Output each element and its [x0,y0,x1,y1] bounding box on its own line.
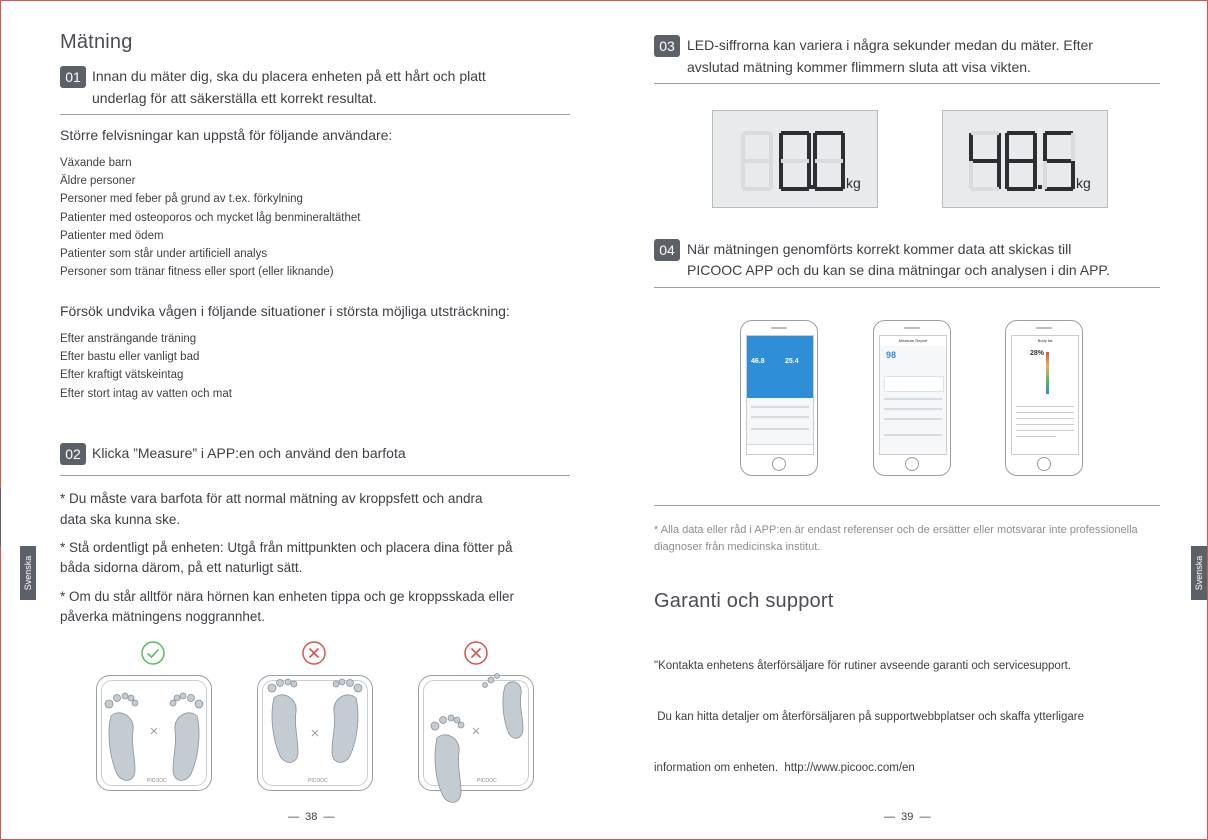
warranty-title: Garanti och support [654,590,834,612]
list-item: Äldre personer [60,175,136,188]
lcd-digits-zero [713,111,877,207]
bodyfat-value: 25.4 [785,358,799,365]
list-item: Patienter med osteoporos och mycket låg benmineraltäthet [60,211,361,224]
language-tab-label: Svenska [23,555,33,591]
language-tab-label: Svenska [1194,555,1204,591]
lcd-unit: kg [846,175,861,191]
errors-list [60,154,360,281]
errors-heading: Större felvisningar kan uppstå för följande användare: [60,127,393,143]
step-04-line2: PICOOC APP och du kan se dina mätningar och analysen i din APP. [687,262,1110,278]
step-01-line1: Innan du mäter dig, ska du placera enheten på ett hårt och platt [92,68,486,84]
lcd-unit: kg [1076,175,1091,191]
bodyfat-percent: 28% [1030,350,1045,357]
phone-app-report [873,320,951,476]
scale-brand-label: PICOOC [308,778,328,784]
lcd-value [713,111,714,112]
weight-value: 46.8 [751,358,765,365]
language-tab-left [20,546,36,600]
page-number: — 38 — [288,811,335,823]
step-badge-01: 01 [60,66,86,88]
warranty-line2: Du kan hitta detaljer om återförsäljaren på supportwebbplatser och skaffa ytterligare [654,711,1084,723]
scale-brand-label: PICOOC [477,778,497,784]
note-1-line1: * Du måste vara barfota för att normal mätning av kroppsfett och andra [60,491,483,506]
lcd-value [943,111,945,112]
warranty-text [654,624,1084,794]
warranty-line3: information om enheten. http://www.picooc.com/en [654,762,915,774]
divider [654,83,1160,84]
list-item: Personer som tränar fitness eller sport (eller liknande) [60,266,334,279]
page-number-value: 39 [901,811,914,823]
step-badge-03: 03 [654,35,680,57]
note-1-line2: data ska kunna ske. [60,512,181,527]
divider [60,114,570,115]
cross-circle-icon [301,640,327,666]
list-item: Efter ansträngande träning [60,333,197,345]
lcd-display-zero [712,110,878,208]
avoid-list [60,330,232,403]
phone-app-bodyfat [1005,320,1083,476]
feet-icon [258,676,372,790]
list-item: Patienter med ödem [60,229,164,242]
page-number-value: 38 [305,811,318,823]
page-title: Mätning [60,31,133,53]
edge-mark [0,488,1,546]
note-2-line2: båda sidorna därom, på ett naturligt sätt. [60,560,303,575]
phone-app-home [740,320,818,476]
scale-wrong-placement-corner [418,675,534,791]
step-01-line2: underlag för att säkerställa ett korrekt resultat. [92,90,377,106]
step-04-line1: När mätningen genomförts korrekt kommer data att skickas till [687,241,1072,257]
list-item: Patienter som står under artificiell analys [60,248,268,261]
disclaimer-line1: * Alla data eller råd i APP:en är endast referenser och de ersätter eller motsvarar inte professionella [654,524,1138,536]
page-number: — 39 — [884,811,931,823]
lcd-digits-weight [943,111,1107,207]
language-tab-right [1191,546,1207,600]
feet-icon [419,676,533,806]
step-badge-04: 04 [654,239,680,261]
list-item: Personer med feber på grund av t.ex. förkylning [60,193,303,206]
list-item: Efter stort intag av vatten och mat [60,387,232,400]
divider [60,475,570,476]
disclaimer-line2: diagnoser från medicinska institut. [654,541,821,553]
bodyfat-title: Body fat [1037,338,1053,343]
step-03-line2: avslutad mätning kommer flimmern sluta att visa vikten. [687,59,1031,75]
lcd-display-weight [942,110,1108,208]
note-2-line1: * Stå ordentligt på enheten: Utgå från mittpunkten och placera dina fötter på [60,540,513,555]
avoid-heading: Försök undvika vågen i följande situationer i största möjliga utsträckning: [60,303,510,319]
report-title: Measure Report [880,336,946,346]
step-03-line1: LED-siffrorna kan variera i några sekunder medan du mäter. Efter [687,37,1093,53]
step-02-text: Klicka ”Measure” i APP:en och använd den barfota [92,445,406,461]
scale-wrong-placement-top [257,675,373,791]
divider [654,287,1160,288]
list-item: Växande barn [60,157,132,169]
cross-circle-icon [463,640,489,666]
note-3-line1: * Om du står alltför nära hörnen kan enheten tippa och ge kroppsskada eller [60,589,515,604]
score-value: 98 [886,350,897,360]
step-badge-02: 02 [60,443,86,465]
scale-correct-placement [96,675,212,791]
list-item: Efter kraftigt vätskeintag [60,369,184,382]
list-item: Efter bastu eller vanligt bad [60,351,200,364]
scale-brand-label: PICOOC [147,778,167,784]
divider [654,505,1160,506]
feet-icon [97,676,211,790]
check-circle-icon [140,640,166,666]
note-3-line2: påverka mätningens noggrannhet. [60,609,265,624]
warranty-line1: "Kontakta enhetens återförsäljare för rutiner avseende garanti och servicesupport. [654,660,1072,672]
